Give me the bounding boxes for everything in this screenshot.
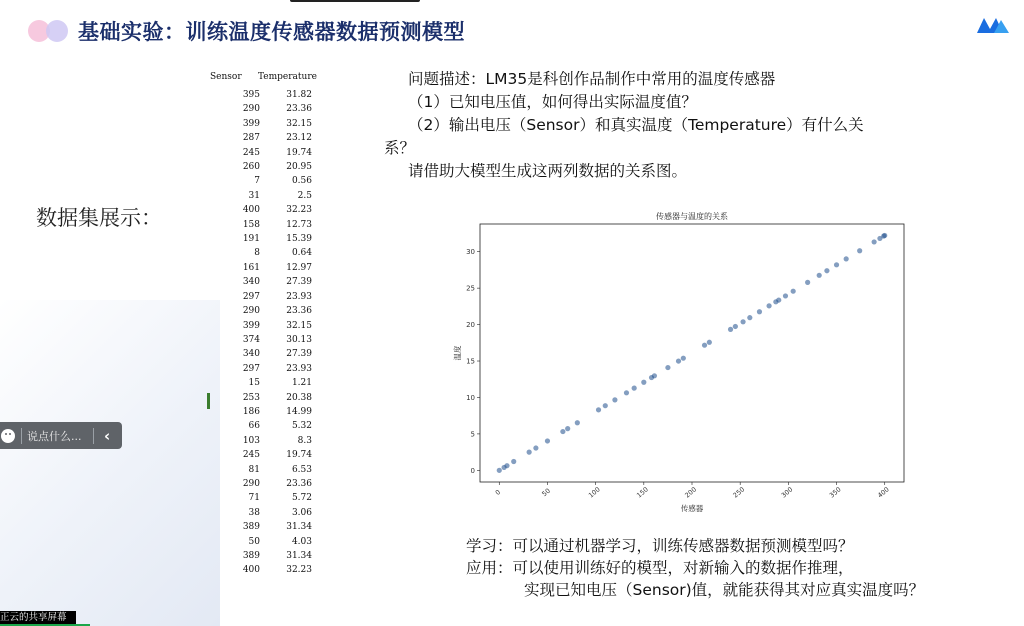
comment-input[interactable]: 说点什么... [27, 429, 82, 443]
table-row [210, 491, 328, 505]
table-row [210, 549, 328, 563]
temperature-cell: 0.64 [291, 248, 312, 259]
temperature-cell: 8.3 [297, 435, 312, 446]
sensor-cell: 389 [242, 522, 260, 533]
problem-description [384, 68, 984, 183]
sensor-cell: 400 [242, 565, 260, 576]
temperature-cell: 30.13 [286, 334, 312, 345]
plot-frame [480, 224, 904, 482]
dataset-header-row [210, 72, 328, 86]
temperature-cell: 27.39 [286, 277, 312, 288]
sensor-cell: 15 [248, 378, 260, 389]
table-row [210, 102, 328, 116]
y-tick-label: 20 [466, 321, 475, 330]
temperature-cell: 5.72 [291, 493, 312, 504]
table-row [210, 275, 328, 289]
table-row [210, 319, 328, 333]
temperature-cell: 5.32 [291, 421, 312, 432]
data-point [728, 327, 733, 332]
sensor-cell: 290 [242, 478, 260, 489]
temperature-cell: 1.21 [291, 378, 312, 389]
table-row [210, 563, 328, 577]
table-row [210, 405, 328, 419]
dataset-section-label: 数据集展示： [36, 206, 162, 230]
data-point [882, 233, 887, 238]
x-tick-label: 200 [683, 485, 699, 500]
temperature-cell: 23.12 [286, 133, 312, 144]
sensor-cell: 399 [242, 320, 260, 331]
temperature-cell: 23.36 [286, 478, 312, 489]
sensor-cell: 38 [248, 507, 260, 518]
temperature-cell: 15.39 [286, 234, 312, 245]
sensor-cell: 31 [248, 190, 260, 201]
data-point [497, 468, 502, 473]
data-point [766, 303, 771, 308]
sensor-cell: 260 [242, 162, 260, 173]
data-point [676, 358, 681, 363]
temperature-cell: 20.38 [286, 392, 312, 403]
data-point [824, 268, 829, 273]
data-point [603, 403, 608, 408]
sensor-cell: 245 [242, 147, 260, 158]
problem-line: （2）输出电压（Sensor）和真实温度（Temperature）有什么关 [408, 116, 864, 134]
table-row [210, 448, 328, 462]
table-row [210, 391, 328, 405]
data-point [733, 324, 738, 329]
page-edge-marker [207, 393, 210, 409]
temperature-cell: 32.23 [286, 565, 312, 576]
y-axis-label: 温度 [453, 345, 462, 361]
sensor-cell: 290 [242, 306, 260, 317]
table-row [210, 463, 328, 477]
sensor-cell: 297 [242, 363, 260, 374]
temperature-cell: 12.97 [286, 262, 312, 273]
data-point [740, 319, 745, 324]
problem-line: 请借助大模型生成这两列数据的关系图。 [408, 162, 688, 180]
y-tick-label: 25 [466, 284, 475, 293]
sensor-cell: 7 [254, 176, 260, 187]
table-row [210, 520, 328, 534]
sensor-cell: 50 [248, 536, 260, 547]
x-tick-label: 400 [876, 485, 891, 500]
temperature-cell: 19.74 [286, 450, 312, 461]
problem-line: 系？ [384, 139, 416, 157]
data-point [575, 420, 580, 425]
y-tick-label: 15 [466, 357, 475, 366]
data-point [560, 429, 565, 434]
header-temperature: Temperature [258, 72, 317, 82]
table-row [210, 117, 328, 131]
y-tick-label: 5 [470, 430, 475, 439]
temperature-cell: 23.36 [286, 306, 312, 317]
sensor-cell: 71 [248, 493, 260, 504]
sensor-cell: 287 [242, 133, 260, 144]
table-row [210, 506, 328, 520]
chevron-left-icon[interactable]: ‹ [104, 426, 111, 445]
temperature-cell: 32.15 [286, 118, 312, 129]
data-point [783, 293, 788, 298]
table-row [210, 174, 328, 188]
brand-logo-icon [976, 14, 1014, 36]
x-tick-label: 100 [587, 485, 602, 500]
emoji-icon[interactable] [1, 429, 15, 443]
temperature-cell: 3.06 [291, 507, 312, 518]
sensor-cell: 395 [242, 90, 260, 100]
data-point [844, 256, 849, 261]
x-tick-label: 150 [635, 485, 650, 500]
sensor-cell: 161 [242, 262, 260, 273]
sensor-cell: 374 [242, 334, 260, 345]
temperature-cell: 31.82 [286, 90, 312, 100]
temperature-cell: 19.74 [286, 147, 312, 158]
sensor-cell: 400 [242, 205, 260, 216]
x-tick-label: 300 [779, 485, 795, 500]
x-axis-label: 传感器 [680, 504, 704, 513]
temperature-cell: 6.53 [291, 464, 312, 475]
temperature-cell: 32.23 [286, 205, 312, 216]
y-tick-label: 30 [466, 248, 475, 257]
sensor-cell: 253 [242, 392, 260, 403]
x-tick-label: 0 [493, 488, 503, 497]
data-point [857, 248, 862, 253]
data-point [791, 289, 796, 294]
table-row [210, 146, 328, 160]
table-row [210, 535, 328, 549]
data-point [596, 407, 601, 412]
qa-block [466, 535, 1016, 601]
temperature-cell: 0.56 [291, 176, 312, 187]
comment-input-bar[interactable] [0, 422, 122, 449]
table-row [210, 203, 328, 217]
table-row [210, 189, 328, 203]
divider [93, 428, 94, 444]
sensor-cell: 245 [242, 450, 260, 461]
table-row [210, 232, 328, 246]
table-row [210, 261, 328, 275]
table-row [210, 434, 328, 448]
scatter-chart [450, 208, 910, 518]
y-tick-label: 10 [466, 393, 475, 402]
chart-title: 传感器与温度的关系 [656, 212, 728, 221]
table-row [210, 290, 328, 304]
data-point [504, 463, 509, 468]
sensor-cell: 340 [242, 277, 260, 288]
sensor-cell: 191 [242, 234, 260, 245]
temperature-cell: 4.03 [291, 536, 312, 547]
data-point [817, 273, 822, 278]
data-point [681, 356, 686, 361]
data-point [702, 343, 707, 348]
data-point [665, 365, 670, 370]
window-top-bar [290, 0, 420, 2]
table-row [210, 160, 328, 174]
data-point [612, 397, 617, 402]
sensor-cell: 297 [242, 291, 260, 302]
divider [21, 428, 22, 444]
temperature-cell: 2.5 [297, 190, 312, 201]
sensor-cell: 340 [242, 349, 260, 360]
table-row [210, 419, 328, 433]
background-wash [0, 300, 220, 626]
data-point [757, 309, 762, 314]
temperature-cell: 23.36 [286, 104, 312, 115]
temperature-cell: 20.95 [286, 162, 312, 173]
table-row [210, 333, 328, 347]
table-row [210, 218, 328, 232]
temperature-cell: 23.93 [286, 363, 312, 374]
y-tick-label: 0 [470, 466, 475, 475]
sensor-cell: 399 [242, 118, 260, 129]
data-point [872, 239, 877, 244]
data-point [545, 438, 550, 443]
data-point [707, 340, 712, 345]
sensor-cell: 290 [242, 104, 260, 115]
sensor-cell: 66 [248, 421, 260, 432]
data-point [641, 380, 646, 385]
temperature-cell: 27.39 [286, 349, 312, 360]
page-title: 基础实验：训练温度传感器数据预测模型 [78, 20, 465, 44]
sensor-cell: 389 [242, 551, 260, 561]
dataset-rows [210, 88, 328, 578]
sensor-cell: 158 [242, 219, 260, 230]
x-tick-label: 350 [827, 485, 843, 500]
temperature-cell: 31.34 [286, 522, 312, 533]
data-point [511, 459, 516, 464]
x-tick-label: 250 [731, 485, 747, 500]
data-point [747, 315, 752, 320]
screen-share-label: 正云的共享屏幕 [0, 611, 76, 624]
table-row [210, 347, 328, 361]
sensor-cell: 81 [248, 464, 260, 475]
temperature-cell: 32.15 [286, 320, 312, 331]
temperature-cell: 31.34 [286, 551, 312, 561]
table-row [210, 88, 328, 102]
data-point [533, 445, 538, 450]
logo-circles-icon [28, 20, 72, 42]
table-row [210, 376, 328, 390]
qa-apply2: 实现已知电压（Sensor)值，就能获得其对应真实温度吗？ [524, 581, 925, 599]
table-row [210, 131, 328, 145]
temperature-cell: 23.93 [286, 291, 312, 302]
data-point [776, 297, 781, 302]
dataset-table [210, 72, 328, 578]
temperature-cell: 12.73 [286, 219, 312, 230]
data-point [527, 450, 532, 455]
data-point [632, 386, 637, 391]
table-row [210, 477, 328, 491]
problem-line: 问题描述：LM35是科创作品制作中常用的温度传感器 [408, 70, 776, 88]
sensor-cell: 186 [242, 406, 260, 417]
header-sensor: Sensor [210, 72, 242, 82]
table-row [210, 304, 328, 318]
table-row [210, 362, 328, 376]
problem-line: （1）已知电压值，如何得出实际温度值？ [408, 93, 697, 111]
data-point [624, 390, 629, 395]
data-point [834, 262, 839, 267]
data-point [565, 426, 570, 431]
sensor-cell: 8 [254, 248, 260, 259]
data-point [652, 373, 657, 378]
data-point [805, 280, 810, 285]
qa-apply: 应用：可以使用训练好的模型，对新输入的数据作推理， [466, 559, 854, 577]
qa-learn: 学习：可以通过机器学习，训练传感器数据预测模型吗？ [466, 537, 854, 555]
temperature-cell: 14.99 [286, 406, 312, 417]
table-row [210, 246, 328, 260]
x-tick-label: 50 [540, 486, 552, 499]
sensor-cell: 103 [242, 435, 260, 446]
